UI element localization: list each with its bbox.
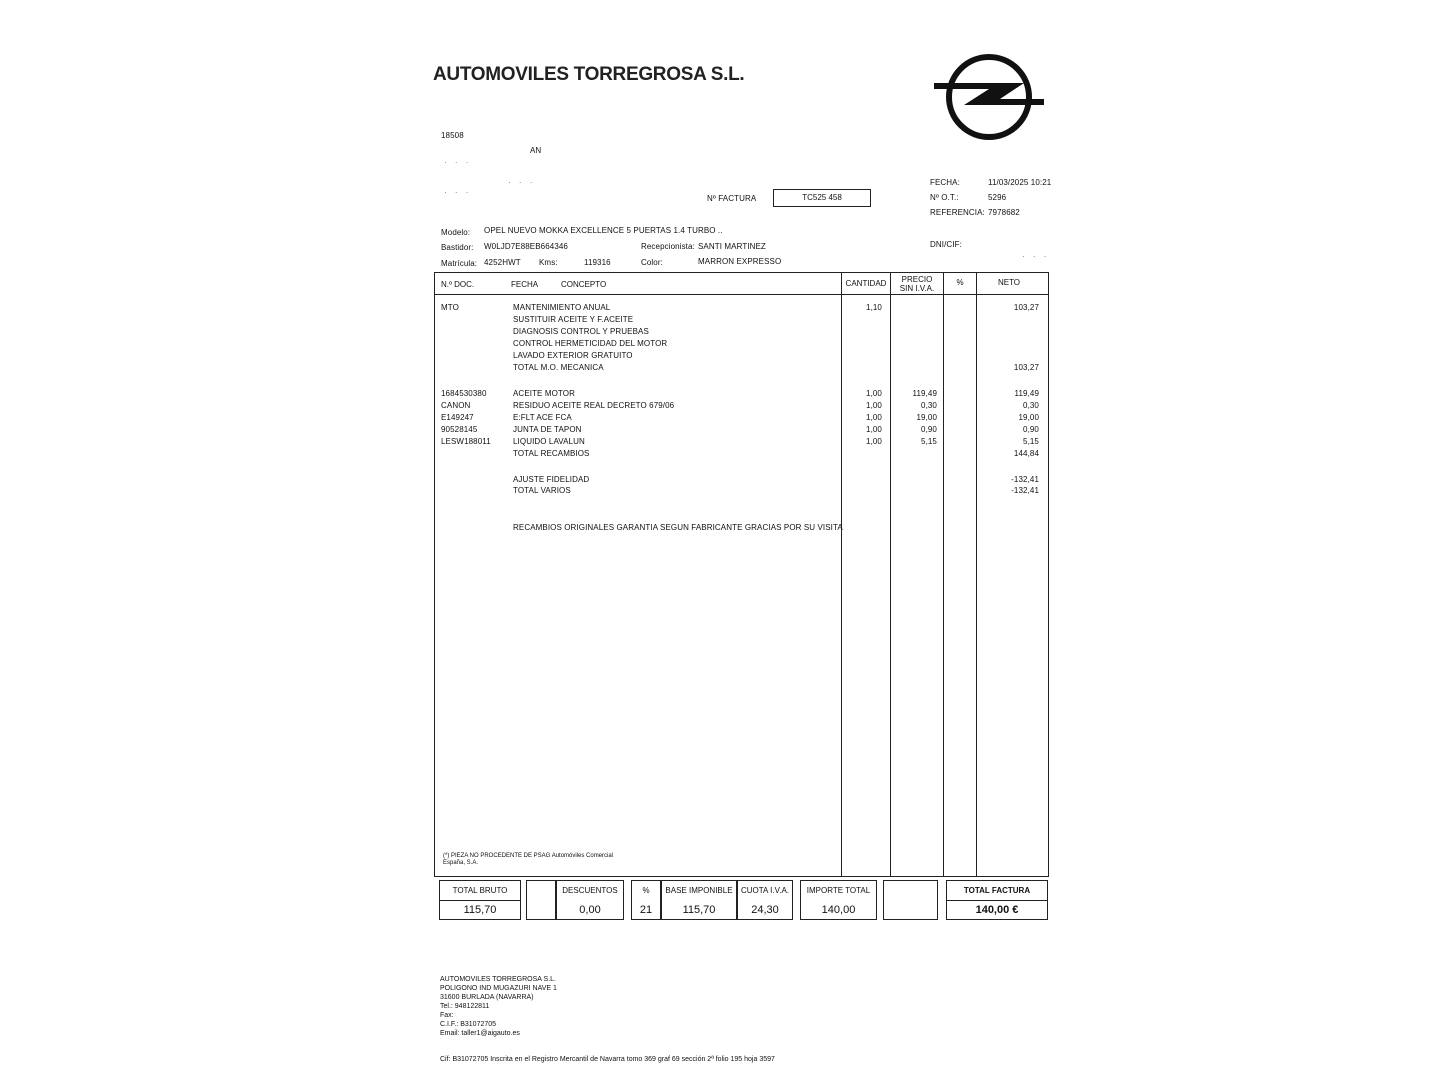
row-concept: DIAGNOSIS CONTROL Y PRUEBAS [513, 327, 649, 336]
row-net: -132,41 [1011, 486, 1039, 495]
cuota-iva-label: CUOTA I.V.A. [740, 886, 789, 895]
row-concept: SUSTITUIR ACEITE Y F.ACEITE [513, 315, 634, 324]
client-name: AN [530, 146, 542, 155]
footnote-line1: (*) PIEZA NO PROCEDENTE DE PSAG Automóviles Comercial [443, 853, 614, 859]
row-concept: TOTAL M.O. MECANICA [513, 363, 604, 372]
nfactura-value: TC525 458 [773, 189, 871, 207]
row-doc: MTO [441, 303, 459, 312]
modelo-label: Modelo: [441, 228, 471, 237]
footer-city: 31600 BURLADA (NAVARRA) [440, 994, 534, 1001]
client-city-line: · · · [508, 178, 536, 187]
bastidor-label: Bastidor: [441, 243, 474, 252]
pct-box [631, 880, 661, 920]
pct-value: 21 [639, 904, 653, 916]
header-concepto: CONCEPTO [561, 280, 607, 289]
row-doc: CANON [441, 401, 471, 410]
row-doc: E149247 [441, 413, 474, 422]
row-qty: 1,00 [866, 425, 882, 434]
row-concept: JUNTA DE TAPON [513, 425, 582, 434]
footer-email: Email: taller1@aigauto.es [440, 1030, 520, 1037]
color-label: Color: [641, 258, 663, 267]
recepcionista-label: Recepcionista: [641, 242, 695, 251]
row-net: 103,27 [1013, 363, 1039, 372]
total-bruto-label: TOTAL BRUTO [452, 886, 508, 895]
warranty-note: RECAMBIOS ORIGINALES GARANTIA SEGUN FABRICANTE GRACIAS POR SU VISITA [513, 523, 843, 532]
importe-total-box [800, 880, 877, 920]
row-net: 0,30 [1023, 401, 1039, 410]
referencia-label: REFERENCIA: [930, 208, 985, 217]
base-imponible-box [661, 880, 737, 920]
header-precio: PRECIO [901, 275, 933, 284]
total-factura-divider [947, 900, 1047, 901]
recepcionista-value: SANTI MARTINEZ [698, 242, 766, 251]
matricula-label: Matrícula: [441, 259, 478, 268]
color-value: MARRON EXPRESSO [698, 257, 782, 266]
row-net: 103,27 [1013, 303, 1039, 312]
header-sin-iva: SIN I.V.A. [899, 284, 935, 293]
bastidor-value: W0LJD7E88EB664346 [484, 242, 568, 251]
total-bruto-divider [440, 900, 520, 901]
cuota-iva-box [737, 880, 793, 920]
nfactura-label: Nº FACTURA [707, 194, 757, 203]
pct-label: % [642, 886, 650, 895]
row-price: 5,15 [921, 437, 937, 446]
row-net: 0,90 [1023, 425, 1039, 434]
client-extra-line: · · · [444, 188, 472, 197]
row-price: 119,49 [912, 389, 937, 398]
table-header-divider [434, 294, 1049, 295]
row-qty: 1,10 [866, 303, 882, 312]
row-concept: RESIDUO ACEITE REAL DECRETO 679/06 [513, 401, 675, 410]
blank-box-2 [883, 880, 938, 920]
row-qty: 1,00 [866, 389, 882, 398]
total-bruto-box [439, 880, 521, 920]
row-price: 0,30 [921, 401, 937, 410]
company-title: AUTOMOVILES TORREGROSA S.L. [433, 64, 745, 85]
fecha-value: 11/03/2025 10:21 [988, 178, 1052, 187]
total-bruto-value: 115,70 [463, 904, 497, 916]
row-concept: LIQUIDO LAVALUN [513, 437, 585, 446]
col-divider-cantidad [841, 272, 842, 877]
descuentos-box [556, 880, 624, 920]
row-concept: ACEITE MOTOR [513, 389, 575, 398]
row-doc: 90528145 [441, 425, 478, 434]
cuota-iva-value: 24,30 [751, 904, 779, 916]
header-ndoc: N.º DOC. [441, 280, 475, 289]
total-factura-label: TOTAL FACTURA [963, 886, 1031, 895]
row-price: 0,90 [921, 425, 937, 434]
kms-label: Kms: [539, 258, 558, 267]
footer-company: AUTOMOVILES TORREGROSA S.L. [440, 976, 556, 983]
descuentos-value: 0,00 [579, 904, 601, 916]
row-concept: TOTAL RECAMBIOS [513, 449, 590, 458]
row-concept: AJUSTE FIDELIDAD [513, 475, 590, 484]
row-qty: 1,00 [866, 401, 882, 410]
footer-phone: Tel.: 948122811 [440, 1003, 490, 1010]
dni-value: · · · [1022, 252, 1050, 261]
importe-total-value: 140,00 [821, 904, 856, 916]
row-net: -132,41 [1011, 475, 1039, 484]
client-code: 18508 [441, 131, 464, 140]
row-net: 144,84 [1013, 449, 1039, 458]
dni-label: DNI/CIF: [930, 240, 962, 249]
row-price: 19,00 [916, 413, 937, 422]
header-pct: % [956, 278, 964, 287]
ot-value: 5296 [988, 193, 1007, 202]
footnote-line2: España, S.A. [443, 860, 479, 866]
matricula-value: 4252HWT [484, 258, 521, 267]
kms-value: 119316 [584, 258, 611, 267]
modelo-value: OPEL NUEVO MOKKA EXCELLENCE 5 PUERTAS 1.4 TURBO .. [484, 226, 723, 235]
total-factura-box [946, 880, 1048, 920]
row-qty: 1,00 [866, 413, 882, 422]
header-fecha: FECHA [511, 280, 539, 289]
row-net: 19,00 [1018, 413, 1039, 422]
row-qty: 1,00 [866, 437, 882, 446]
footer-address: POLIGONO IND MUGAZURI NAVE 1 [440, 985, 557, 992]
header-cantidad: CANTIDAD [845, 279, 887, 288]
total-factura-value: 140,00 € [975, 904, 1019, 916]
footer-registry: Cif: B31072705 Inscrita en el Registro Mercantil de Navarra tomo 369 graf 69 sección 2ª folio 195 hoja 3597 [440, 1056, 775, 1063]
row-doc: LESW188011 [441, 437, 491, 446]
client-address-line: · · · [444, 158, 472, 167]
base-imponible-value: 115,70 [682, 904, 716, 916]
footer-cif: C.I.F.: B31072705 [440, 1021, 497, 1028]
referencia-value: 7978682 [988, 208, 1020, 217]
ot-label: Nº O.T.: [930, 193, 959, 202]
row-net: 119,49 [1014, 389, 1039, 398]
footer-fax: Fax: [440, 1012, 454, 1019]
row-concept: MANTENIMIENTO ANUAL [513, 303, 611, 312]
row-concept: LAVADO EXTERIOR GRATUITO [513, 351, 633, 360]
descuentos-label: DESCUENTOS [562, 886, 618, 895]
row-concept: CONTROL HERMETICIDAD DEL MOTOR [513, 339, 668, 348]
importe-total-label: IMPORTE TOTAL [806, 886, 871, 895]
blank-box-1 [526, 880, 556, 920]
col-divider-precio [890, 272, 891, 877]
col-divider-pct [943, 272, 944, 877]
base-imponible-label: BASE IMPONIBLE [665, 886, 733, 895]
row-concept: E:FLT ACE FCA [513, 413, 572, 422]
opel-logo [932, 52, 1046, 142]
row-concept: TOTAL VARIOS [513, 486, 571, 495]
header-neto: NETO [997, 278, 1021, 287]
row-doc: 1684530380 [441, 389, 487, 398]
fecha-label: FECHA: [930, 178, 960, 187]
row-net: 5,15 [1023, 437, 1039, 446]
